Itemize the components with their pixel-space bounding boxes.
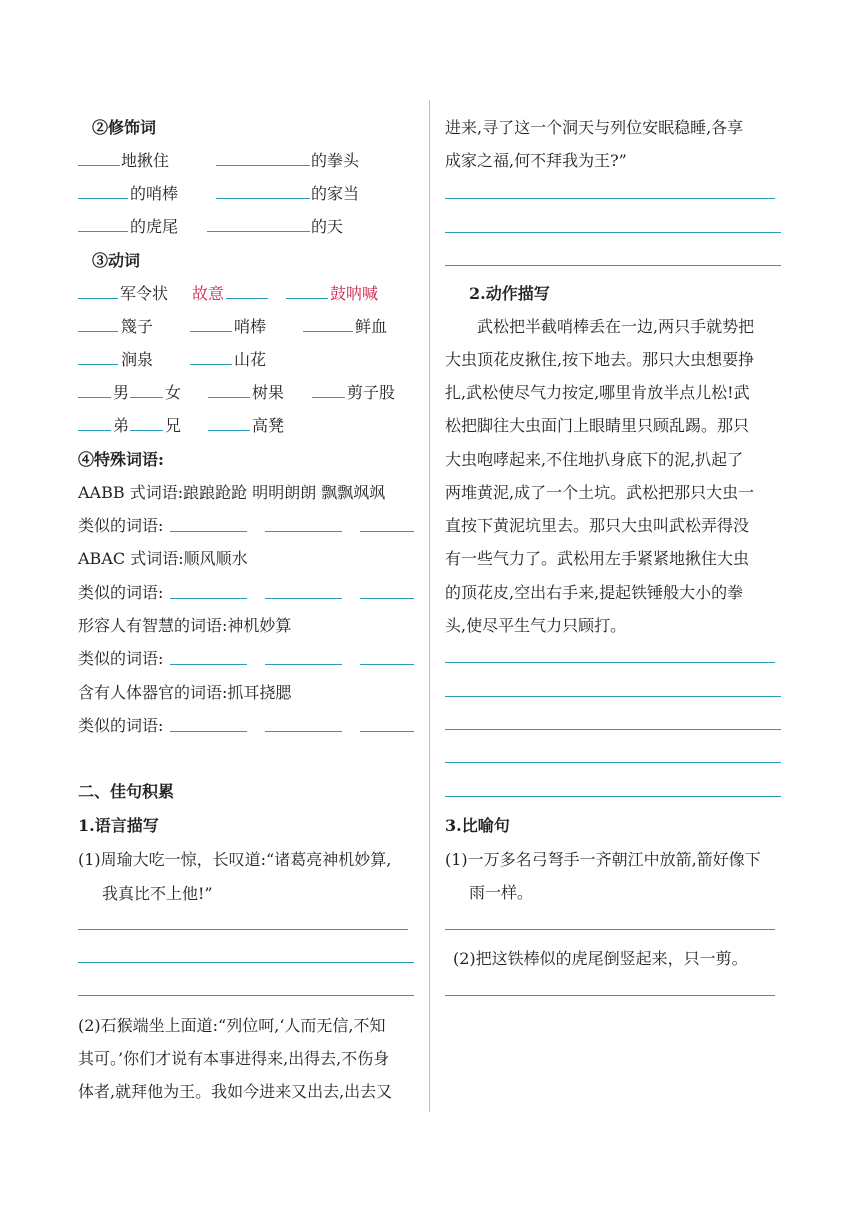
language-heading: 1.语言描写 xyxy=(78,816,159,835)
blank-line[interactable] xyxy=(78,364,118,365)
quote-1-line: (1)周瑜大吃一惊，长叹道:“诸葛亮神机妙算, xyxy=(78,850,392,869)
answer-line[interactable] xyxy=(360,731,414,732)
similar-label: 类似的词语: xyxy=(78,516,164,535)
similar-label: 类似的词语: xyxy=(78,649,164,668)
answer-line[interactable] xyxy=(170,664,247,665)
answer-line[interactable] xyxy=(445,265,781,266)
quote-2-line: (2)石猴端坐上面道:“列位呵,‘人而无信,不知 xyxy=(78,1016,386,1035)
answer-line[interactable] xyxy=(445,762,781,763)
blank-line[interactable] xyxy=(286,298,328,299)
answer-line[interactable] xyxy=(265,531,342,532)
verb-text: 哨棒 xyxy=(234,317,267,336)
verb-text: 军令状 xyxy=(120,284,169,303)
blank-line[interactable] xyxy=(312,397,345,398)
answer-line[interactable] xyxy=(360,598,414,599)
special-heading: ④特殊词语: xyxy=(78,450,164,469)
action-paragraph-line: 松把脚往大虫面门上眼睛里只顾乱踢。那只 xyxy=(445,416,750,435)
verb-text: 弟 xyxy=(113,416,130,435)
simile-heading: 3.比喻句 xyxy=(445,816,510,835)
action-paragraph-line: 大虫咆哮起来,不住地扒身底下的泥,扒起了 xyxy=(445,450,744,469)
quote-1-line: 我真比不上他!” xyxy=(102,884,213,903)
answer-line[interactable] xyxy=(265,731,342,732)
answer-line[interactable] xyxy=(445,796,781,797)
answer-line[interactable] xyxy=(445,729,781,730)
similar-label: 类似的词语: xyxy=(78,583,164,602)
answer-line[interactable] xyxy=(445,662,775,663)
answer-line[interactable] xyxy=(78,962,414,963)
section-heading: 二、佳句积累 xyxy=(78,782,175,801)
blank-line[interactable] xyxy=(78,198,128,199)
answer-line[interactable] xyxy=(170,731,247,732)
action-paragraph-line: 扎,武松使尽气力按定,哪里肯放半点儿松!武 xyxy=(445,383,750,402)
answer-line[interactable] xyxy=(445,929,775,930)
action-paragraph-line: 直按下黄泥坑里去。那只大虫叫武松弄得没 xyxy=(445,516,750,535)
abac-example: ABAC 式词语:顺风顺水 xyxy=(78,549,248,568)
answer-line[interactable] xyxy=(360,664,414,665)
quote-2-line: 体者,就拜他为王。我如今进来又出去,出去又 xyxy=(78,1082,393,1101)
answer-line[interactable] xyxy=(445,198,775,199)
verb-text-highlight: 故意 xyxy=(192,284,225,303)
simile-1-line: (1)一万多名弓弩手一齐朝江中放箭,箭好像下 xyxy=(445,850,761,869)
answer-line[interactable] xyxy=(170,531,247,532)
verb-text: 剪子股 xyxy=(347,383,396,402)
mod-text: 的虎尾 xyxy=(130,217,179,236)
action-heading: 2.动作描写 xyxy=(469,284,550,303)
action-paragraph-line: 两堆黄泥,成了一个土坑。武松把那只大虫一 xyxy=(445,483,755,502)
blank-line[interactable] xyxy=(207,231,310,232)
action-paragraph-line: 有一些气力了。武松用左手紧紧地揪住大虫 xyxy=(445,549,750,568)
blank-line[interactable] xyxy=(190,331,232,332)
answer-line[interactable] xyxy=(265,598,342,599)
blank-line[interactable] xyxy=(190,364,232,365)
mod-text: 的拳头 xyxy=(311,151,360,170)
verb-text-highlight: 鼓呐喊 xyxy=(330,284,379,303)
mod-text: 的哨棒 xyxy=(130,184,179,203)
quote-2-continuation: 成家之福,何不拜我为王?” xyxy=(445,151,627,170)
answer-line[interactable] xyxy=(78,929,408,930)
verb-text: 篾子 xyxy=(121,317,154,336)
blank-line[interactable] xyxy=(78,331,118,332)
answer-line[interactable] xyxy=(445,995,775,996)
blank-line[interactable] xyxy=(78,430,111,431)
blank-line[interactable] xyxy=(130,397,163,398)
verb-text: 女 xyxy=(165,383,182,402)
verb-text: 鲜血 xyxy=(355,317,388,336)
action-paragraph-line: 大虫顶花皮揪住,按下地去。那只大虫想要挣 xyxy=(445,350,755,369)
blank-line[interactable] xyxy=(78,298,118,299)
simile-2-line: (2)把这铁棒似的虎尾倒竖起来，只一剪。 xyxy=(453,949,748,968)
blank-line[interactable] xyxy=(208,430,250,431)
wisdom-example: 形容人有智慧的词语:神机妙算 xyxy=(78,616,292,635)
blank-line[interactable] xyxy=(130,430,163,431)
verb-text: 高凳 xyxy=(252,416,285,435)
verb-text: 山花 xyxy=(234,350,267,369)
action-paragraph-line: 武松把半截哨棒丢在一边,两只手就势把 xyxy=(477,317,755,336)
answer-line[interactable] xyxy=(445,232,781,233)
verb-text: 涧泉 xyxy=(121,350,154,369)
aabb-example: AABB 式词语:踉踉跄跄 明明朗朗 飘飘飒飒 xyxy=(78,483,386,502)
verb-text: 兄 xyxy=(165,416,182,435)
simile-1-line: 雨一样。 xyxy=(469,883,534,902)
blank-line[interactable] xyxy=(226,298,268,299)
mod-text: 的家当 xyxy=(311,184,360,203)
blank-line[interactable] xyxy=(216,165,310,166)
answer-line[interactable] xyxy=(265,664,342,665)
similar-label: 类似的词语: xyxy=(78,716,164,735)
answer-line[interactable] xyxy=(360,531,414,532)
answer-line[interactable] xyxy=(78,995,414,996)
blank-line[interactable] xyxy=(216,198,310,199)
action-paragraph-line: 头,使尽平生气力只顾打。 xyxy=(445,616,627,635)
blank-line[interactable] xyxy=(78,231,128,232)
mod-text: 的天 xyxy=(311,217,344,236)
blank-line[interactable] xyxy=(78,397,111,398)
quote-2-line: 其可。’你们才说有本事进得来,出得去,不伤身 xyxy=(78,1049,390,1068)
verbs-heading: ③动词 xyxy=(92,251,141,270)
verb-text: 树果 xyxy=(252,383,285,402)
answer-line[interactable] xyxy=(445,696,781,697)
blank-line[interactable] xyxy=(303,331,353,332)
blank-line[interactable] xyxy=(78,165,120,166)
action-paragraph-line: 的顶花皮,空出右手来,提起铁锤般大小的拳 xyxy=(445,583,744,602)
column-divider xyxy=(429,100,430,1112)
blank-line[interactable] xyxy=(208,397,250,398)
modifiers-heading: ②修饰词 xyxy=(92,118,157,137)
quote-2-continuation: 进来,寻了这一个洞天与列位安眠稳睡,各享 xyxy=(445,118,744,137)
answer-line[interactable] xyxy=(170,598,247,599)
organ-example: 含有人体器官的词语:抓耳挠腮 xyxy=(78,683,292,702)
verb-text: 男 xyxy=(113,383,130,402)
mod-text: 地揪住 xyxy=(121,151,170,170)
